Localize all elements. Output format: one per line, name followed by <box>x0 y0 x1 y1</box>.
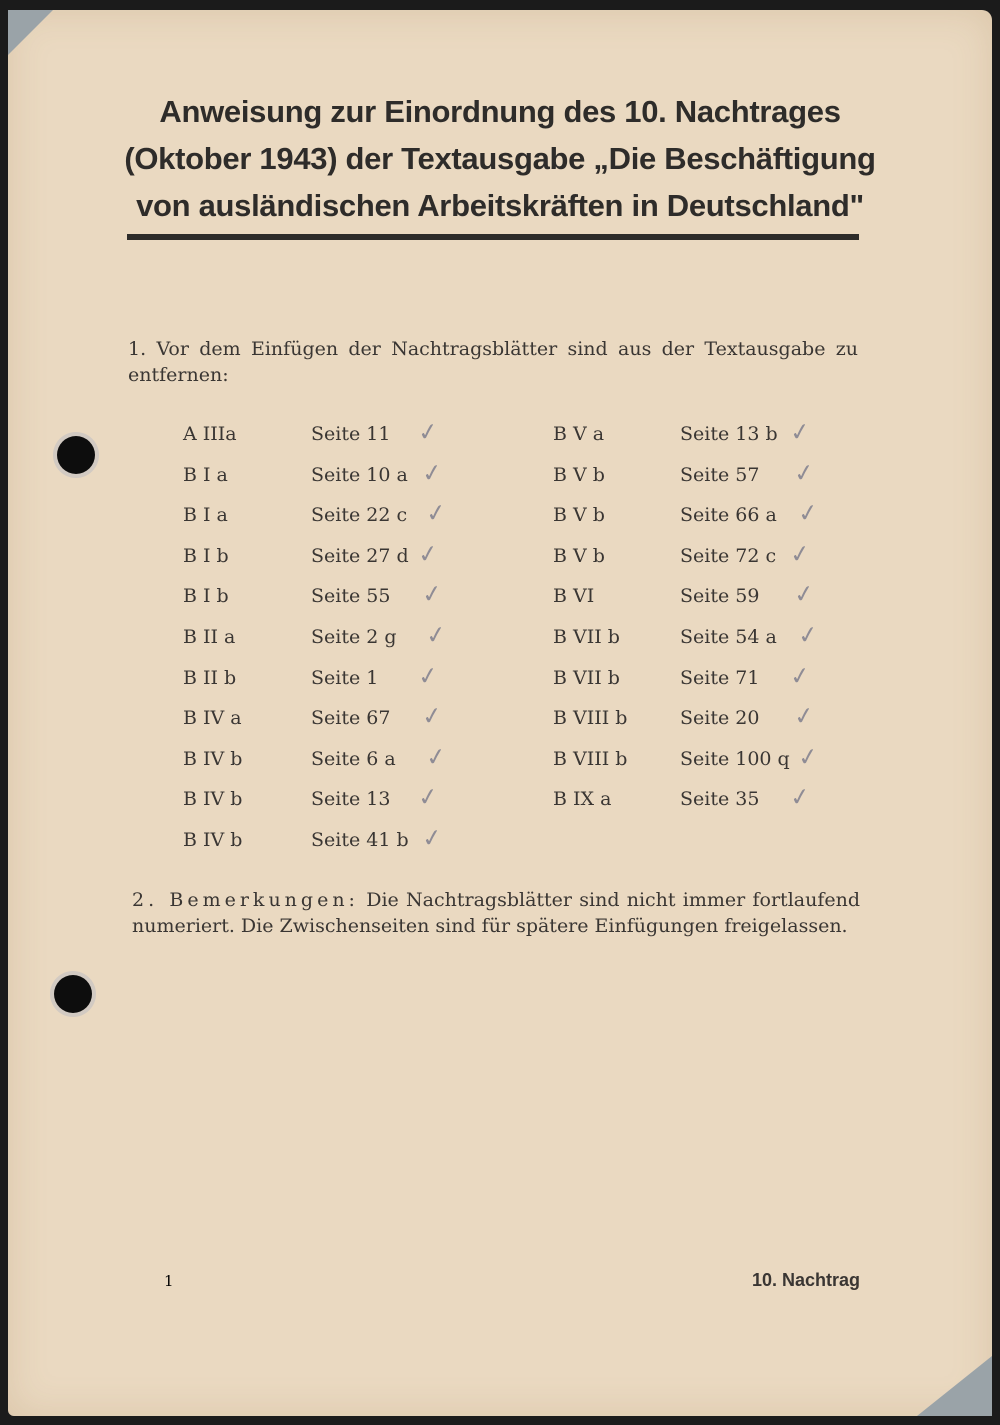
handwritten-check-icon: ✓ <box>796 497 820 529</box>
part-label: B I b <box>183 545 229 567</box>
part-label: B IV b <box>183 788 243 810</box>
part-label: A IIIa <box>183 423 237 445</box>
handwritten-check-icon: ✓ <box>796 741 820 773</box>
handwritten-check-icon: ✓ <box>788 781 812 813</box>
page-reference: Seite 35 <box>680 788 760 810</box>
page-reference: Seite 67 <box>311 707 391 729</box>
page-reference: Seite 27 d <box>311 545 409 567</box>
handwritten-check-icon: ✓ <box>424 497 448 529</box>
page-reference: Seite 55 <box>311 585 391 607</box>
remarks-text: Die Nachtragsblätter sind nicht immer fortlaufend numeriert. Die Zwischenseiten sind für spätere Einfügungen freigelassen. <box>132 889 861 937</box>
page-reference: Seite 6 a <box>311 748 396 770</box>
handwritten-check-icon: ✓ <box>792 700 816 732</box>
handwritten-check-icon: ✓ <box>788 660 812 692</box>
title-underline <box>127 234 859 240</box>
handwritten-check-icon: ✓ <box>416 781 440 813</box>
handwritten-check-icon: ✓ <box>788 416 812 448</box>
part-label: B IV b <box>183 829 243 851</box>
handwritten-check-icon: ✓ <box>420 578 444 610</box>
section-1-text: 1. Vor dem Einfügen der Nachtragsblätter sind aus der Textausgabe zu entfernen: <box>128 338 858 386</box>
handwritten-check-icon: ✓ <box>424 619 448 651</box>
document-title <box>110 88 890 229</box>
punch-hole-bottom <box>54 975 92 1013</box>
part-label: B I b <box>183 585 229 607</box>
part-label: B II b <box>183 667 237 689</box>
page-reference: Seite 59 <box>680 585 760 607</box>
handwritten-check-icon: ✓ <box>416 416 440 448</box>
page-reference: Seite 20 <box>680 707 760 729</box>
page-reference: Seite 22 c <box>311 504 408 526</box>
page-reference: Seite 13 <box>311 788 391 810</box>
punch-hole-top <box>57 436 95 474</box>
page-reference: Seite 71 <box>680 667 760 689</box>
page-reference: Seite 66 a <box>680 504 777 526</box>
title-line-3: von ausländischen Arbeitskräften in Deutschland" <box>136 188 864 223</box>
part-label: B V a <box>553 423 605 445</box>
page-reference: Seite 11 <box>311 423 391 445</box>
part-label: B VI <box>553 585 595 607</box>
page-reference: Seite 54 a <box>680 626 777 648</box>
remarks-label: 2. Bemerkungen: <box>132 889 359 911</box>
page-reference: Seite 1 <box>311 667 379 689</box>
section-2-remarks <box>132 887 860 939</box>
handwritten-check-icon: ✓ <box>416 538 440 570</box>
page-reference: Seite 2 g <box>311 626 397 648</box>
handwritten-check-icon: ✓ <box>788 538 812 570</box>
handwritten-check-icon: ✓ <box>416 660 440 692</box>
edition-label: 10. Nachtrag <box>752 1270 861 1290</box>
page-reference: Seite 10 a <box>311 464 408 486</box>
part-label: B I a <box>183 504 228 526</box>
page-reference: Seite 100 q <box>680 748 790 770</box>
page-reference: Seite 72 c <box>680 545 777 567</box>
handwritten-check-icon: ✓ <box>424 741 448 773</box>
part-label: B II a <box>183 626 236 648</box>
page-reference: Seite 13 b <box>680 423 778 445</box>
title-line-1: Anweisung zur Einordnung des 10. Nachtrages <box>159 94 841 129</box>
part-label: B V b <box>553 504 605 526</box>
title-line-2: (Oktober 1943) der Textausgabe „Die Beschäftigung <box>124 141 876 176</box>
part-label: B IV b <box>183 748 243 770</box>
handwritten-check-icon: ✓ <box>792 457 816 489</box>
part-label: B V b <box>553 464 605 486</box>
part-label: B VIII b <box>553 748 628 770</box>
handwritten-check-icon: ✓ <box>796 619 820 651</box>
part-label: B I a <box>183 464 228 486</box>
part-label: B IV a <box>183 707 242 729</box>
torn-corner-bottom-right <box>917 1356 992 1416</box>
handwritten-check-icon: ✓ <box>420 822 444 854</box>
part-label: B VII b <box>553 626 620 648</box>
page-number: 1 <box>164 1272 174 1290</box>
part-label: B VIII b <box>553 707 628 729</box>
page-reference: Seite 57 <box>680 464 760 486</box>
part-label: B VII b <box>553 667 620 689</box>
handwritten-check-icon: ✓ <box>420 457 444 489</box>
handwritten-check-icon: ✓ <box>420 700 444 732</box>
folded-corner-top-left <box>8 10 53 55</box>
handwritten-check-icon: ✓ <box>792 578 816 610</box>
page-reference: Seite 41 b <box>311 829 409 851</box>
part-label: B V b <box>553 545 605 567</box>
part-label: B IX a <box>553 788 612 810</box>
